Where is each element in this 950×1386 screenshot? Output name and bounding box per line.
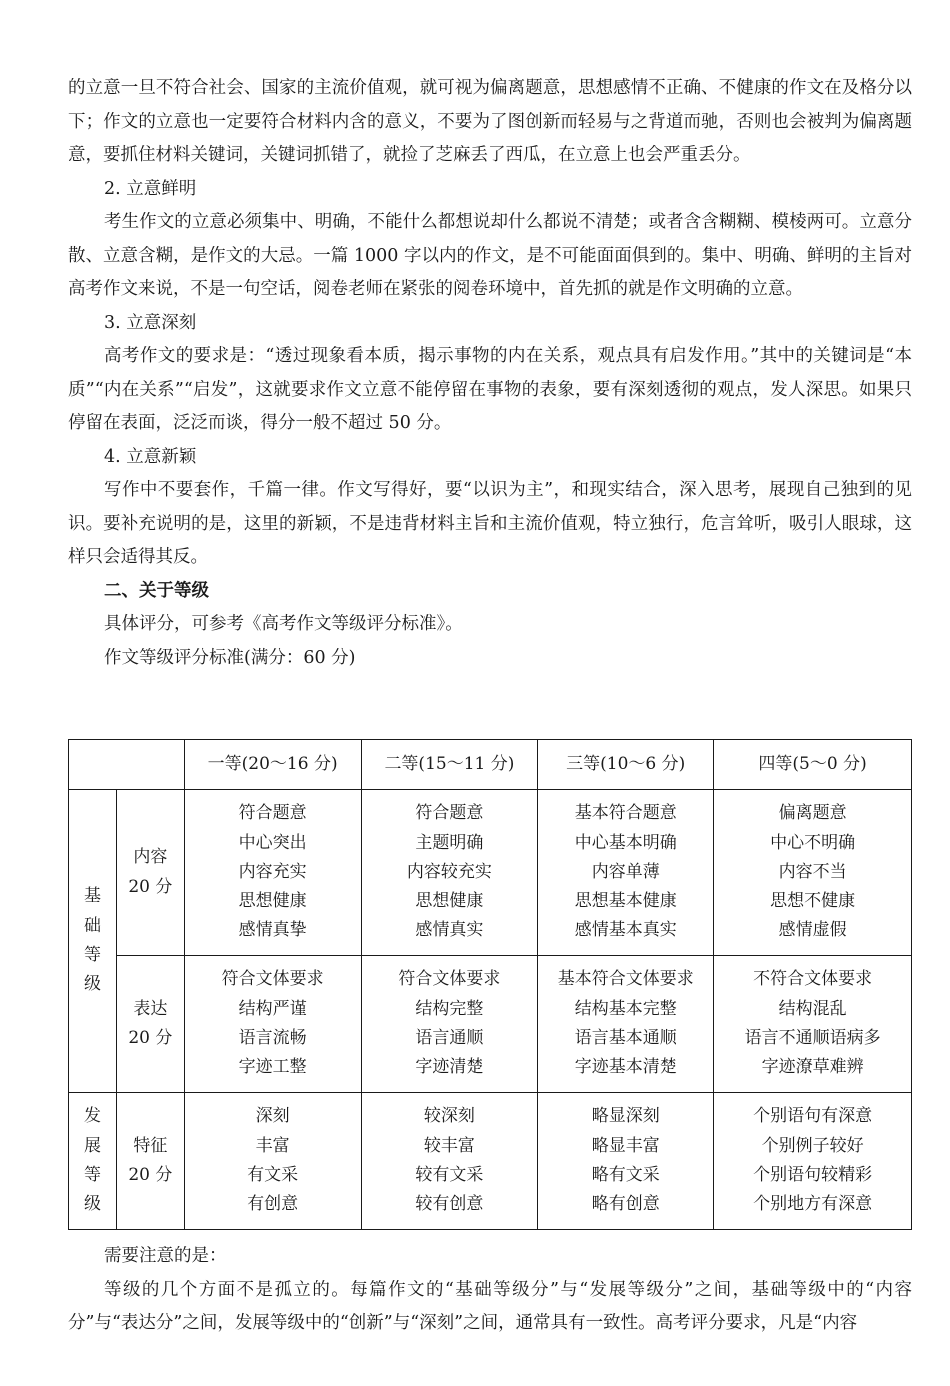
content-cell: 符合题意 中心突出 内容充实 思想健康 感情真挚 — [184, 790, 361, 956]
note-text: 等级的几个方面不是孤立的。每篇作文的“基础等级分”与“发展等级分”之间，基础等级中的“内容分”与“表达分”之间，发展等级中的“创新”与“深刻”之间，通常具有一致性。高考评分要求，凡是“内容 — [68, 1279, 912, 1333]
grade-header: 一等(20～16 分) — [184, 740, 361, 790]
basic-level-label: 基 础 等 级 — [69, 790, 117, 1093]
features-cell: 较深刻 较丰富 较有文采 较有创意 — [361, 1093, 538, 1230]
features-row — [69, 1093, 912, 1230]
expression-cell: 符合文体要求 结构完整 语言通顺 字迹清楚 — [361, 956, 538, 1093]
content-label: 内容 20 分 — [116, 790, 184, 956]
features-label: 特征 20 分 — [116, 1093, 184, 1230]
expression-cell: 符合文体要求 结构严谨 语言流畅 字迹工整 — [184, 956, 361, 1093]
part-heading: 二、关于等级 — [104, 580, 209, 601]
section-text-3: 高考作文的要求是：“透过现象看本质，揭示事物的内在关系，观点具有启发作用。”其中的关键词是“本质”“内在关系”“启发”，这就要求作文立意不能停留在事物的表象，要有深刻透彻的观点，发人深思。如果只停留在表面，泛泛而谈，得分一般不超过 50 分。 — [68, 346, 912, 433]
grading-table — [68, 739, 912, 1230]
content-cell: 基本符合题意 中心基本明确 内容单薄 思想基本健康 感情基本真实 — [538, 790, 714, 956]
expression-label: 表达 20 分 — [116, 956, 184, 1093]
dev-level-label: 发 展 等 级 — [69, 1093, 117, 1230]
content-cell: 符合题意 主题明确 内容较充实 思想健康 感情真实 — [361, 790, 538, 956]
section-text-4: 写作中不要套作，千篇一律。作文写得好，要“以识为主”，和现实结合，深入思考，展现自己独到的见识。要补充说明的是，这里的新颖，不是违背材料主旨和主流价值观，特立独行，危言耸听，吸引人眼球，这样只会适得其反。 — [68, 480, 912, 567]
table-header-row — [69, 740, 912, 790]
intro-paragraph: 的立意一旦不符合社会、国家的主流价值观，就可视为偏离题意，思想感情不正确、不健康的作文在及格分以下；作文的立意也一定要符合材料内含的意义，不要为了图创新而轻易与之背道而驰，否则也会被判为偏离题意，要抓住材料关键词，关键词抓错了，就捡了芝麻丢了西瓜，在立意上也会严重丢分。 — [68, 78, 912, 165]
grade-header: 二等(15～11 分) — [361, 740, 538, 790]
notes-block — [68, 1240, 912, 1341]
expression-cell: 不符合文体要求 结构混乱 语言不通顺语病多 字迹潦草难辨 — [714, 956, 912, 1093]
section-text-2: 考生作文的立意必须集中、明确，不能什么都想说却什么都说不清楚；或者含含糊糊、模棱两可。立意分散、立意含糊，是作文的大忌。一篇 1000 字以内的作文，是不可能面面俱到的。集中、明确、鲜明的主旨对高考作文来说，不是一句空话，阅卷老师在紧张的阅卷环境中，首先抓的就是作文明确的立意。 — [68, 212, 912, 299]
grade-header: 四等(5～0 分) — [714, 740, 912, 790]
section-heading-2: 2. 立意鲜明 — [104, 178, 197, 199]
content-cell: 偏离题意 中心不明确 内容不当 思想不健康 感情虚假 — [714, 790, 912, 956]
table-corner-cell — [69, 740, 185, 790]
section-heading-3: 3. 立意深刻 — [104, 312, 197, 333]
part-intro: 具体评分，可参考《高考作文等级评分标准》。 — [104, 614, 463, 634]
expression-row — [69, 956, 912, 1093]
features-cell: 略显深刻 略显丰富 略有文采 略有创意 — [538, 1093, 714, 1230]
table-caption: 作文等级评分标准(满分：60 分) — [104, 647, 356, 668]
features-cell: 个别语句有深意 个别例子较好 个别语句较精彩 个别地方有深意 — [714, 1093, 912, 1230]
note-heading: 需要注意的是： — [104, 1246, 227, 1266]
content-row — [69, 790, 912, 956]
section-heading-4: 4. 立意新颖 — [104, 446, 197, 467]
grade-header: 三等(10～6 分) — [538, 740, 714, 790]
body-text — [68, 72, 912, 675]
expression-cell: 基本符合文体要求 结构基本完整 语言基本通顺 字迹基本清楚 — [538, 956, 714, 1093]
features-cell: 深刻 丰富 有文采 有创意 — [184, 1093, 361, 1230]
